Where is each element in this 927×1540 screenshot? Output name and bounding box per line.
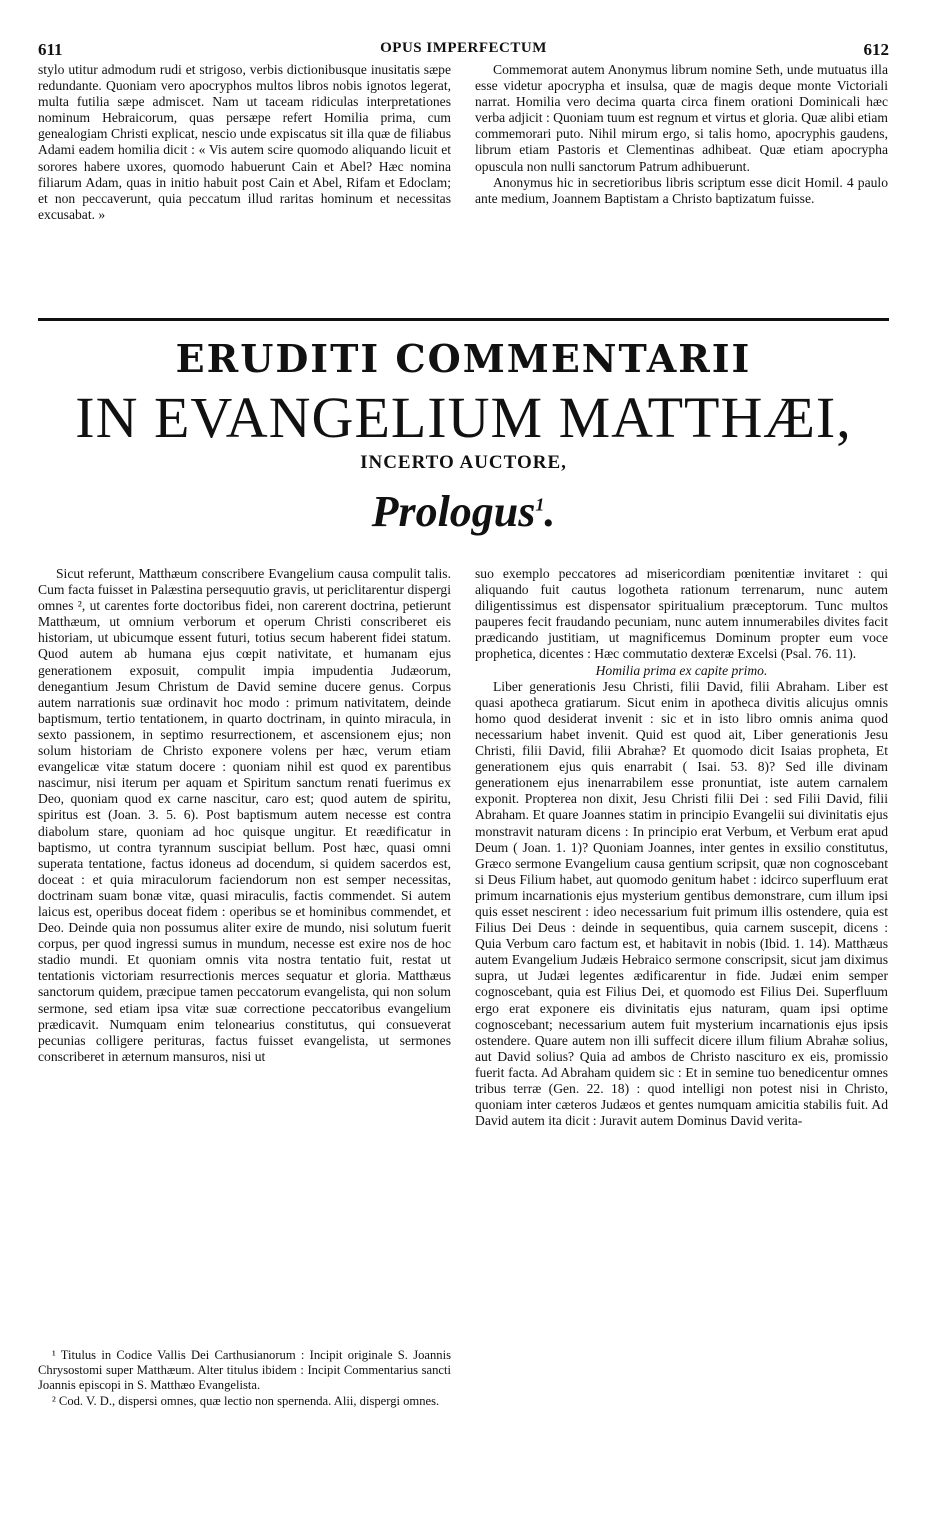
- homily-heading: Homilia prima ex capite primo.: [595, 662, 768, 678]
- prologue-paragraph: Sicut referunt, Matthæum conscribere Evangelium causa compulit talis. Cum facta fuisset in Palæstina persequutio gravis, ut periclitarentur dispergi omnes ², ut carentes forte doctoribus fidei, non carerent doctrina, petierunt Matthæum, ut omnium verborum et operum Christi conscriberet eis historiam, ut ubicumque essent futuri, totius secum haberent fidei statum. Quod autem ab humana ejus cœpit nativitate, et humanam ejus generationem exposuit, compulit impia impudentia Judæorum, denegantium Jesum Christum de David semine ducere genus. Corpus autem narrationis suæ ordinavit hoc modo : primum nativitatem, deinde baptismum, tertio tentationem, in quarto doctrinam, in quinto miracula, in sexto passionem, in septimo resurrectionem, et ascensionem ejus; non solum historiam de Christo exponere volens per hæc, verum etiam evangelicæ vitæ statum docere : quoniam nihil est quod ex parentibus nascimur, nisi iterum per aquam et Spiritum sanctum renati fuerimus ex Deo, quoniam quod ex carne nascitur, caro est; quod autem de spiritu, spiritus est (Joan. 3. 5. 6). Post baptismum autem necesse est contra diabolum stare, quoniam ad hoc quisque ungitur. Et reædificatur in baptismo, ut contra tyrannum suscipiat bellum. Post hæc, quasi omni superata tentatione, factus idoneus ad docendum, si quidem sacerdos est, doceat : et quia miraculorum faciendorum non est semper necessitas, doctrinam suam bonæ vitæ, quasi miraculis, factis commendet. Si autem laicus est, operibus doceat fidem : operibus se et hominibus commendet, et Deo. Deinde quia non possumus aliter exire de mundo, nisi solutum fuerit corpus, per quod ingressi sumus in mundum, necesse est exire nos de hoc stadio mundi. Et quoniam omnis vita nostra tentatio fuit, restat ut tentationis victoriam resurrectionis merces sequatur et gloria. Matthæus sanctorum quidem, præcipue tamen peccatorum evangelista, qui non solum sermone, sed etiam ipsa vitæ suæ correctione peccatoribus evangelium prædicavit. Numquam enim telonearius constitutus, qui consueverat pecunias colligere perituras, factus fuisset evangelista, ut sermones conscriberet in æternum mansuros, nisi ut: [38, 566, 451, 1064]
- page-number-left: 611: [38, 40, 63, 59]
- main-right-column: [475, 566, 888, 1528]
- prologus-text: Prologus: [371, 487, 536, 536]
- footnote-2: ² Cod. V. D., dispersi omnes, quæ lectio non spernenda. Alii, dispergi omnes.: [52, 1394, 440, 1408]
- top-right-paragraph-1: Commemorat autem Anonymus librum nomine Seth, unde mutuatus illa esse videtur apocrypha et insulsa, quæ de magis deque monte Victoriali narrat. Homilia vero decima quarta circa finem orationi Dominicali hæc verba adjicit : Quoniam tuum est regnum et virtus et gloria. Quæ alibi etiam commemorari puto. Nihil mirum ergo, si talis homo, apocryphis gaudens, librum etiam Pastoris et Clementinas adhibeat. Quæ etiam apocrypha opuscula non nulli sanctorum Patrum adhibuerunt.: [475, 62, 888, 174]
- title-eruditi: ERUDITI COMMENTARII: [175, 336, 752, 381]
- footnote-1: ¹ Titulus in Codice Vallis Dei Carthusianorum : Incipit originale S. Joannis Chrysostomi super Matthæum. Alter titulus ibidem : Incipit Commentarius sancti Joannis episcopi in S. Matthæo Evangelista.: [38, 1348, 451, 1392]
- top-left-paragraph: stylo utitur admodum rudi et strigoso, verbis dictionibusque inusitatis sæpe redundante. Quoniam vero apocryphos multos libros nobis ignotos legerat, multa futilia sæpe admiscet. Nam ut taceam ridiculas interpretationes nominum Hebraicorum, quas persæpe refert Homilia prima, cum genealogiam Christi explicat, nescio unde expiscatus sit illa quæ de filiabus Adami eadem homilia dicit : « Vis autem scire quomodo aliquando licuit et sorores habere uxores, quomodo habuerunt Cain et Abel? Hæc nomina filiarum Adam, quas in initio habuit post Cain et Abel, Rifam et Edoclam; et non peccaverunt, quia peccatum illud raritas hominum et necessitas excusabat. »: [38, 62, 451, 222]
- running-title: OPUS IMPERFECTUM: [380, 40, 547, 56]
- top-right-paragraph-2: Anonymus hic in secretioribus libris scriptum esse dicit Homil. 4 paulo ante medium, Joannem Baptistam a Christo baptizatum fuisse.: [475, 174, 888, 206]
- prologue-continuation: suo exemplo peccatores ad misericordiam pœnitentiæ invitaret : qui aliquando fuit cautus logothetа rationum terrenarum, nunc autem diligentissimus est dispensator spiritualium præceptorum. Tunc multos pauperes fecit fraudando pecuniam, nunc autem innumerabiles divites facit prædicando justitiam, ut magnificemus Dominum propter eum voce prophetica, dicentes : Hæc commutatio dexteræ Excelsi (Psal. 76. 11).: [475, 566, 888, 662]
- title-prologus: Prologus$^1$.: [371, 487, 556, 536]
- footnotes: [38, 1348, 451, 1528]
- page-number-right: 612: [863, 40, 889, 59]
- top-left-column: [38, 62, 451, 312]
- title-incerto-auctore: INCERTO AUCTORE,: [360, 452, 567, 473]
- homily-paragraph: Liber generationis Jesu Christi, filii David, filii Abraham. Liber est quasi apotheca gratiarum. Sicut enim in apotheca divitis alicujus omnis homo quod desiderat invenit : sic et in isto libro omnis anima quod necessarium habet invenit. Quid est quod ait, Liber generationis Jesu Christi, filii David, filii Abrahæ? Et quomodo dicit Isaias propheta, Et generationem ejus quis enarrabit ( Isai. 53. 8)? Sed ille divinam generationem ejus inenarrabilem esse pronuntiat, iste autem carnalem exponit. Propterea non dixit, Jesu Christi filii Dei : sed Filii David, filii Abraham. Et quare Joannes statim in principio Evangelii sui divinitatis ejus monstravit naturam dicens : In principio erat Verbum, et Verbum erat apud Deum ( Joan. 1. 1)? Quoniam Joannes, inter gentes in exsilio constitutus, Græco sermone Evangelium causa gentium scripsit, quæ non cognoscebant si Deus Filium habet, aut quomodo genitum habet : idcirco superfluum erat primum incarnationis ejus mysterium gentibus demonstrare, cum illum ipsi quis esset nescirent : ideo necessarium fuit primum illis ostendere, quia est Filius Dei Deus : deinde in sequentibus, quia carnem suscepit, dicens : Quia Verbum caro factum est, et habitavit in nobis (Ibid. 1. 14). Matthæus autem Evangelium Judæis Hebraico sermone conscripsit, sicut jam diximus supra, ut Judæi legentes ædificarentur in fide. Judæi enim semper cognoscebant, quia est Filius Dei, et quomodo est Filius Dei. Superfluum ergo erat exponere eis divinitatis ejus naturam, quam ipsi optime cognoscebant; necessarium autem fuit mysterium incarnationis ejus ipsis ostendere. Quare autem non illi suffecit dicere illum filium Abrahæ solius, aut David solius? Quia ad ambos de Christo nasciturо ex eis, promissio fuerit facta. Ad Abraham quidem sic : Et in semine tuo benedicentur omnes tribus terræ (Gen. 22. 18) : quod intelligi non potest nisi in Christo, quoniam inter cæteros Judæos et gentes numquam amicitia stabilis fuit. Ad David autem ita dicit : Juravit autem Dominus David verita-: [475, 678, 888, 1129]
- main-left-column: [38, 566, 451, 1342]
- prologus-footnote-mark: 1: [535, 494, 545, 515]
- running-header: [38, 40, 889, 62]
- section-divider: [38, 318, 889, 321]
- top-right-column: [475, 62, 888, 312]
- title-evangelium: IN EVANGELIUM MATTHÆI,: [75, 385, 852, 450]
